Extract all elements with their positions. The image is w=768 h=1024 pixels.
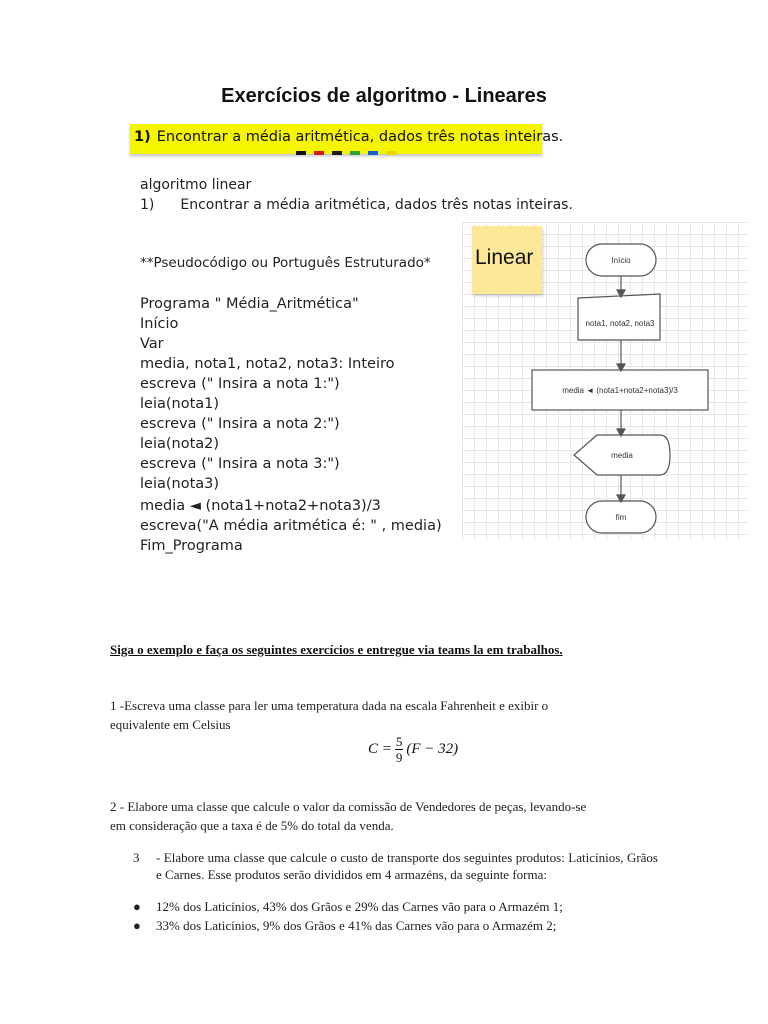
exercise-3-number: 3: [133, 850, 140, 865]
swatch-red: [314, 151, 324, 155]
exercise-3-bullet: 33% dos Laticínios, 9% dos Grãos e 41% das Carnes vão para o Armazém 2;: [156, 918, 557, 933]
formula-fraction: [395, 734, 404, 765]
exercise-2-line-2: em consideração que a taxa é de 5% do total da venda.: [110, 818, 394, 833]
code-line: media ◄ (nota1+nota2+nota3)/3: [140, 498, 381, 514]
flowchart-end-label: fim: [615, 513, 627, 522]
code-line: Fim_Programa: [140, 538, 243, 554]
exercise-1-line-2: equivalente em Celsius: [110, 717, 231, 732]
code-line: leia(nota3): [140, 476, 220, 492]
code-line: Início: [140, 316, 179, 332]
code-line: leia(nota1): [140, 396, 220, 412]
code-line: escreva (" Insira a nota 1:"): [140, 376, 340, 392]
algorithm-heading: algoritmo linear: [140, 177, 252, 193]
formula-lhs: C =: [368, 741, 392, 757]
celsius-formula: [368, 734, 458, 765]
code-line: Var: [140, 336, 164, 352]
swatch-blue: [368, 151, 378, 155]
exercise-3-bullet: 12% dos Laticínios, 43% dos Grãos e 29% das Carnes vão para o Armazém 1;: [156, 899, 563, 914]
exercise-3-text: - Elabore uma classe que calcule o custo de transporte dos seguintes produtos: Laticínios, Grãos e Carnes. Esse produtos serão divididos em 4 armazéns, da seguinte forma:: [156, 850, 658, 882]
flowchart-process-label: media ◄ (nota1+nota2+nota3)/3: [562, 386, 678, 395]
exercise-2: [110, 797, 670, 835]
pseudocode-heading: **Pseudocódigo ou Português Estruturado*: [140, 255, 431, 271]
code-line: escreva("A média aritmética é: " , media): [140, 518, 442, 534]
exercise-2-line-1: 2 - Elabore uma classe que calcule o valor da comissão de Vendedores de peças, levando-se: [110, 799, 587, 814]
formula-rhs: (F − 32): [406, 741, 459, 757]
code-line: Programa " Média_Aritmética": [140, 296, 359, 312]
algorithm-statement-number: 1): [140, 197, 155, 213]
swatch-black: [296, 151, 306, 155]
formula-denominator: 9: [395, 750, 403, 765]
flowchart-input-node: [578, 294, 660, 340]
algorithm-statement: [140, 197, 573, 213]
highlight-sentence: Encontrar a média aritmética, dados três notas inteiras.: [156, 129, 564, 145]
exercise-1: [110, 696, 640, 734]
code-line: media, nota1, nota2, nota3: Inteiro: [140, 356, 395, 372]
highlight-text: [134, 129, 563, 145]
formula-numerator: 5: [395, 734, 403, 749]
bullet-dot-icon: ●: [133, 918, 141, 933]
code-line: escreva (" Insira a nota 2:"): [140, 416, 340, 432]
highlight-number: 1): [134, 129, 151, 145]
bullet-dot-icon: ●: [133, 899, 141, 914]
swatch-yellow: [386, 151, 396, 155]
flowchart-output-label: media: [611, 451, 633, 460]
exercise-1-line-1: 1 -Escreva uma classe para ler uma temperatura dada na escala Fahrenheit e exibir o: [110, 698, 549, 713]
flowchart-input-label: nota1, nota2, nota3: [585, 319, 655, 328]
code-line: escreva (" Insira a nota 3:"): [140, 456, 340, 472]
color-swatches: [296, 151, 406, 155]
sticky-note-label: Linear: [475, 246, 534, 269]
swatch-dark: [332, 151, 342, 155]
instruction-heading: Siga o exemplo e faça os seguintes exercícios e entregue via teams la em trabalhos.: [110, 642, 563, 657]
swatch-green: [350, 151, 360, 155]
flowchart-start-label: Início: [611, 256, 631, 265]
page-title: Exercícios de algoritmo - Lineares: [221, 85, 547, 107]
algorithm-statement-text: Encontrar a média aritmética, dados três notas inteiras.: [180, 197, 573, 213]
code-line: leia(nota2): [140, 436, 220, 452]
